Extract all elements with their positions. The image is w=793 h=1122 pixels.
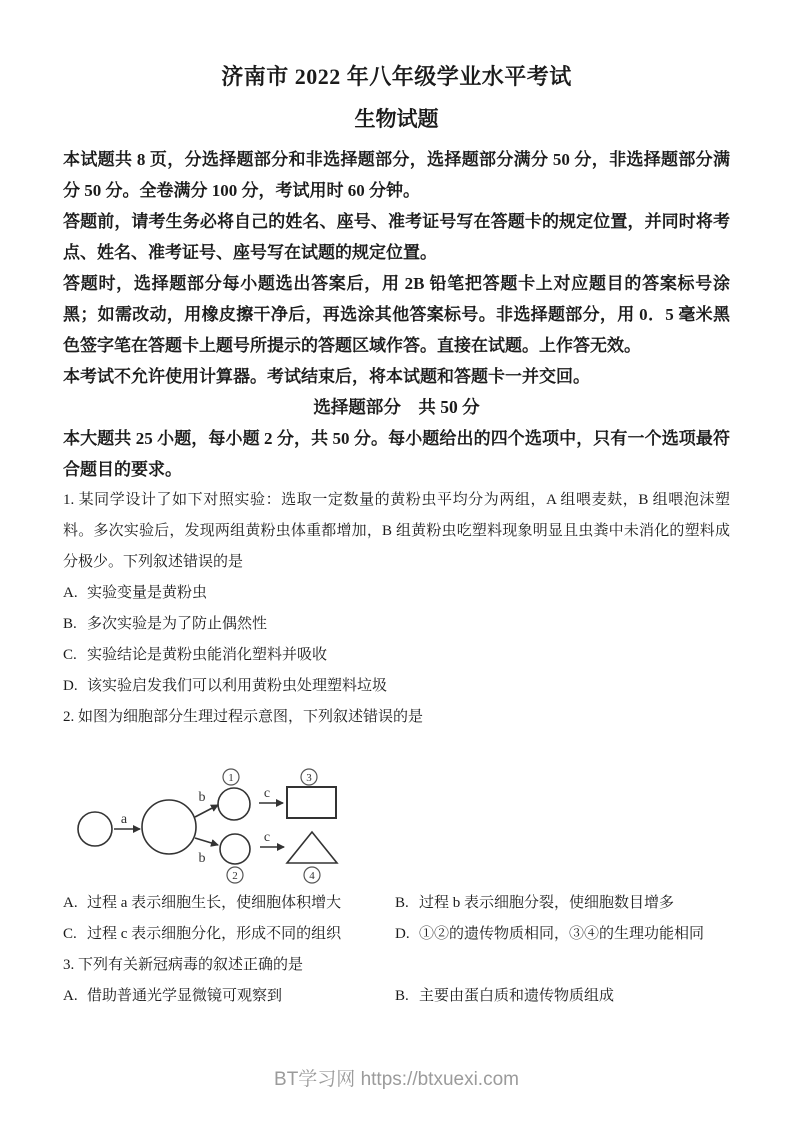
instruction-paragraph-3: 答题时，选择题部分每小题选出答案后，用 2B 铅笔把答题卡上对应题目的答案标号涂黑；如需改动，用橡皮擦干净后，再选涂其他答案标号。非选择题部分，用 0．5 毫米黑色签字笔在答题卡上题号所提示的答题区域作答。直接在试题。上作答无效。 <box>63 274 730 355</box>
question-2-option-a <box>63 888 395 919</box>
process-b-label-upper: b <box>198 790 206 805</box>
question-2-option-c <box>63 919 395 950</box>
process-c-label-upper: c <box>263 786 271 801</box>
cell-process-diagram <box>60 735 730 900</box>
daughter-cell-2-circle <box>220 834 250 864</box>
option-label: C. <box>63 647 77 663</box>
question-1-option-a <box>63 578 730 609</box>
paper-title: 生物试题 <box>354 107 439 131</box>
node-4-number: 4 <box>309 870 315 882</box>
exam-title: 济南市 2022 年八年级学业水平考试 <box>221 64 572 89</box>
question-2-option-d <box>395 919 730 950</box>
question-1-option-b <box>63 609 730 640</box>
option-text: 该实验启发我们可以利用黄粉虫处理塑料垃圾 <box>87 678 388 694</box>
small-cell-circle <box>78 812 112 846</box>
option-text: 过程 b 表示细胞分裂，使细胞数目增多 <box>419 895 675 911</box>
question-3-stem: 3. 下列有关新冠病毒的叙述正确的是 <box>63 957 304 973</box>
option-label: B. <box>395 895 409 911</box>
question-1-option-d <box>63 671 730 702</box>
option-label: D. <box>63 678 78 694</box>
question-2-option-b <box>395 888 730 919</box>
option-text: 实验结论是黄粉虫能消化塑料并吸收 <box>87 647 328 663</box>
option-label: A. <box>63 988 78 1004</box>
option-label: A. <box>63 895 78 911</box>
question-3-option-a <box>63 981 395 1012</box>
section-intro: 本大题共 25 小题，每小题 2 分，共 50 分。每小题给出的四个选项中，只有一个选项最符合题目的要求。 <box>63 429 730 479</box>
instruction-paragraph-4: 本考试不允许使用计算器。考试结束后，将本试题和答题卡一并交回。 <box>63 367 590 386</box>
question-2-stem: 2. 如图为细胞部分生理过程示意图，下列叙述错误的是 <box>63 709 424 725</box>
question-3-options <box>63 981 730 1012</box>
option-label: C. <box>63 926 77 942</box>
option-label: D. <box>395 926 410 942</box>
question-3-option-b <box>395 981 730 1012</box>
instruction-paragraph-2: 答题前，请考生务必将自己的姓名、座号、准考证号写在答题卡的规定位置，并同时将考点、姓名、准考证号、座号写在试题的规定位置。 <box>63 212 730 262</box>
process-b-arrow-lower <box>195 838 218 845</box>
process-c-label-lower: c <box>263 830 271 845</box>
option-label: B. <box>395 988 409 1004</box>
watermark-footer: BT学习网 https://btxuexi.com <box>274 1069 519 1090</box>
option-text: 借助普通光学显微镜可观察到 <box>87 988 283 1004</box>
tissue-triangle <box>287 832 337 863</box>
daughter-cell-1-circle <box>218 788 250 820</box>
question-1-options <box>63 578 730 702</box>
option-text: 过程 c 表示细胞分化，形成不同的组织 <box>87 926 342 942</box>
option-text: 主要由蛋白质和遗传物质组成 <box>419 988 615 1004</box>
question-1-option-c <box>63 640 730 671</box>
option-label: B. <box>63 616 77 632</box>
instruction-paragraph-1: 本试题共 8 页，分选择题部分和非选择题部分，选择题部分满分 50 分，非选择题部分满分 50 分。全卷满分 100 分，考试用时 60 分钟。 <box>63 150 730 200</box>
option-text: 多次实验是为了防止偶然性 <box>87 616 268 632</box>
option-text: 实验变量是黄粉虫 <box>87 585 208 601</box>
option-text: 过程 a 表示细胞生长，使细胞体积增大 <box>87 895 342 911</box>
node-2-number: 2 <box>232 870 238 882</box>
grown-cell-circle <box>142 800 196 854</box>
process-b-label-lower: b <box>198 851 206 866</box>
question-1-stem: 1. 某同学设计了如下对照实验：选取一定数量的黄粉虫平均分为两组，A 组喂麦麸，B 组喂泡沫塑料。多次实验后，发现两组黄粉虫体重都增加，B 组黄粉虫吃塑料现象明显且虫粪中未消化的塑料成分极少。下列叙述错误的是 <box>63 492 730 570</box>
question-2-options <box>63 888 730 950</box>
section-header: 选择题部分 共 50 分 <box>313 397 480 417</box>
tissue-rectangle <box>287 787 336 818</box>
option-label: A. <box>63 585 78 601</box>
node-1-number: 1 <box>228 772 234 784</box>
option-text: ①②的遗传物质相同，③④的生理功能相同 <box>419 926 705 942</box>
exam-instructions <box>63 144 730 392</box>
node-3-number: 3 <box>306 772 312 784</box>
process-a-label: a <box>120 812 128 827</box>
process-b-arrow-upper <box>195 805 218 817</box>
